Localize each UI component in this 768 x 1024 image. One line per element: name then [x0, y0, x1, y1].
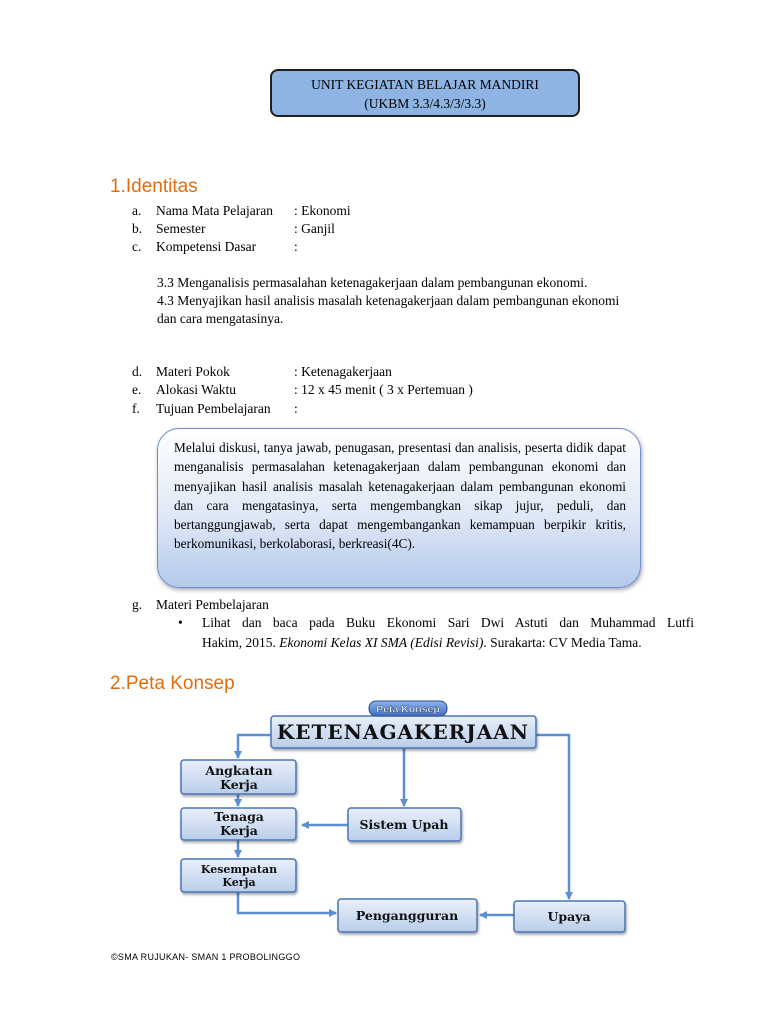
item-d-letter: d. [132, 364, 143, 379]
svg-text:Upaya: Upaya [547, 909, 591, 924]
arrow-kesempatan-to-pengangguran [238, 892, 336, 913]
header-line-2: (UKBM 3.3/4.3/3/3.3) [364, 96, 486, 111]
reference-book-title: Ekonomi Kelas XI SMA (Edisi Revisi) [279, 635, 484, 650]
svg-text:Tenaga: Tenaga [214, 809, 264, 824]
kd-4-3-line2: dan cara mengatasinya. [157, 311, 284, 326]
footer-copyright: ©SMA RUJUKAN- SMAN 1 PROBOLINGGO [111, 952, 301, 962]
item-c-letter: c. [132, 239, 142, 254]
item-c-label: Kompetensi Dasar [156, 239, 257, 254]
item-g-label: Materi Pembelajaran [156, 597, 269, 612]
node-upaya [514, 901, 625, 932]
node-ketenagakerjaan [271, 716, 536, 748]
svg-text:Pengangguran: Pengangguran [355, 908, 459, 923]
item-d-value: : Ketenagakerjaan [294, 364, 392, 379]
svg-text:Sistem Upah: Sistem Upah [359, 817, 449, 832]
item-a-value: : Ekonomi [294, 203, 351, 218]
item-d-label: Materi Pokok [156, 364, 230, 379]
item-a-letter: a. [132, 203, 142, 218]
svg-text:Peta Konsep: Peta Konsep [376, 703, 440, 716]
item-b-label: Semester [156, 221, 206, 236]
svg-text:Kerja: Kerja [220, 823, 258, 838]
item-b-value: : Ganjil [294, 221, 335, 236]
node-angkatan-kerja [181, 760, 296, 794]
item-c-value: : [294, 239, 298, 254]
item-e-label: Alokasi Waktu [156, 382, 237, 397]
reference-publisher: . Surakarta: CV Media Tama. [483, 635, 642, 650]
node-kesempatan-kerja [181, 859, 296, 892]
item-b-letter: b. [132, 221, 143, 236]
svg-text:KETENAGAKERJAAN: KETENAGAKERJAAN [276, 720, 530, 744]
section-peta-konsep-title: 2.Peta Konsep [110, 673, 235, 694]
svg-text:Kerja: Kerja [222, 876, 256, 889]
svg-text:Angkatan: Angkatan [205, 763, 273, 778]
reference-line-1: Lihat dan baca pada Buku Ekonomi Sari Dwi Astuti dan Muhammad Lutfi [202, 615, 694, 630]
reference-author-year: Hakim, 2015. [202, 635, 280, 650]
svg-text:Kerja: Kerja [220, 777, 258, 792]
item-a-label: Nama Mata Pelajaran [156, 203, 273, 218]
kd-4-3-line1: 4.3 Menyajikan hasil analisis masalah ketenagakerjaan dalam pembangunan ekonomi [157, 293, 620, 308]
arrow-main-to-upaya [536, 735, 569, 899]
kd-3-3: 3.3 Menganalisis permasalahan ketenagakerjaan dalam pembangunan ekonomi. [157, 275, 588, 290]
item-e-value: : 12 x 45 menit ( 3 x Pertemuan ) [294, 382, 473, 397]
item-f-label: Tujuan Pembelajaran [156, 401, 271, 416]
item-f-value: : [294, 401, 298, 416]
item-e-letter: e. [132, 382, 142, 397]
node-pengangguran [338, 899, 477, 932]
svg-text:Kesempatan: Kesempatan [200, 863, 278, 876]
tujuan-text: Melalui diskusi, tanya jawab, penugasan, presentasi dan analisis, peserta didik dapat menganalisis permasalahan ketenagakerjaan dalam pembangunan ekonomi dan menyajikan hasil analisis masalah ketenagakerjaan dalam pembangunan ekonomi dan cara mengatasinya, serta mengembangkan sikap jujur, peduli, dan bertanggungjawab, serta dapat mengembangankan kemampuan berpikir kritis, berkomunikasi, berkolaborasi, berkreasi(4C). [174, 440, 626, 552]
arrow-main-to-angkatan [238, 735, 271, 758]
item-g-letter: g. [132, 597, 143, 612]
node-tenaga-kerja [181, 808, 296, 840]
bullet: • [178, 615, 183, 630]
header-line-1: UNIT KEGIATAN BELAJAR MANDIRI [311, 77, 539, 92]
item-f-letter: f. [132, 401, 140, 416]
section-identitas-title: 1.Identitas [110, 176, 198, 197]
peta-konsep-badge [369, 701, 447, 716]
node-sistem-upah [348, 808, 461, 841]
